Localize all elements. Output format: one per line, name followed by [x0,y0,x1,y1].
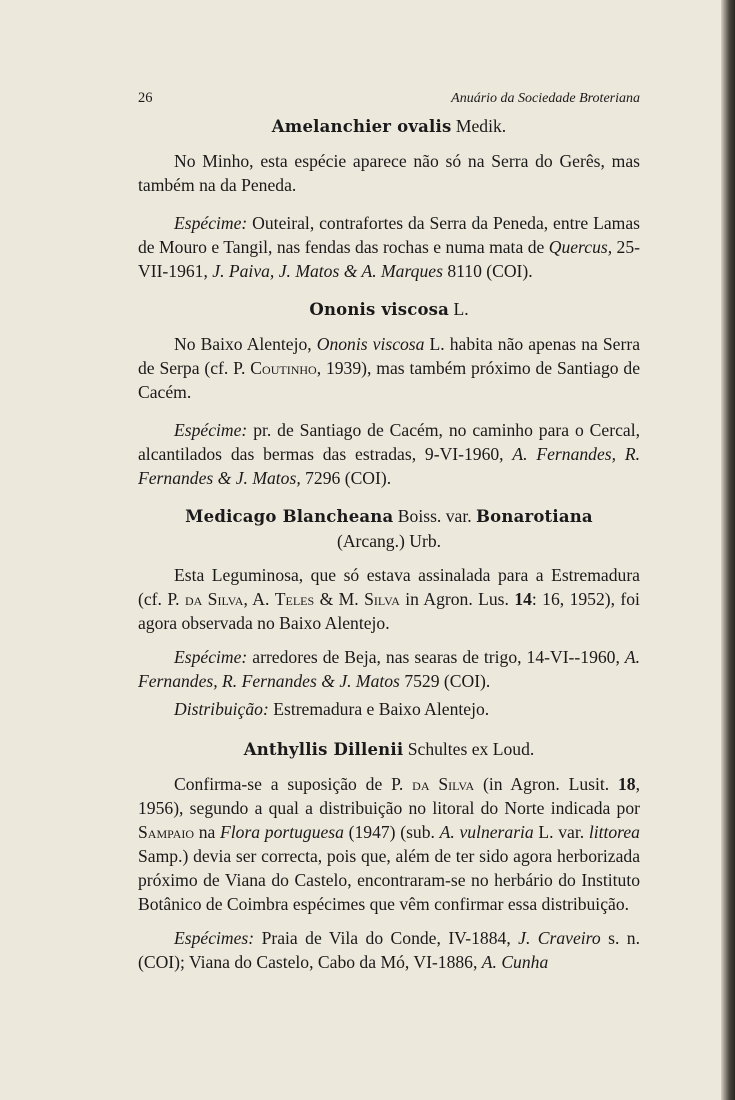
species-author: Medik. [455,116,507,136]
specimen-text: Praia de Vila do Conde, IV-1884, [261,928,511,948]
species-name: Ononis viscosa [309,300,450,319]
variety-author: (Arcang.) Urb. [336,531,442,551]
page-number: 26 [138,90,153,106]
variety-author-line [138,529,640,553]
paragraph-text: : 16, 1952), foi agora observada no Baixo Alentejo. [138,589,640,633]
paragraph-text: , A. [243,589,270,609]
paragraph-text: na [198,822,216,842]
paragraph [138,332,640,404]
distribution-text: Estremadura e Baixo Alentejo. [273,699,490,719]
author-smallcaps: Silva [364,589,400,609]
author-smallcaps: da Silva [184,589,244,609]
specimen-paragraph [138,645,640,693]
running-header [138,86,640,110]
taxon-italic: A. vulneraria [439,822,534,842]
page-content [138,86,640,988]
book-title: Flora portuguesa [220,822,344,842]
paragraph-text: Confirma-se a suposição de P. [174,774,404,794]
species-author: Schultes ex Loud. [407,739,535,759]
species-name: Amelanchier ovalis [271,117,452,136]
specimen-label: Espécimes: [174,928,255,948]
paragraph-text: Samp.) devia ser correcta, pois que, além de ter sido agora herborizada próximo de Viana do Castelo, encontraram-se no herbário do Instituto Botânico de Coimbra espécimes que vêm confirmar essa distribuição. [138,846,640,914]
paragraph-text: L. habita não apenas na Serra de Serpa (cf. P. [138,334,640,378]
species-heading [138,297,640,322]
species-author: L. [453,299,469,319]
collectors: A. Cunha [481,952,549,972]
taxon-italic: Ononis viscosa [316,334,425,354]
collectors: J. Paiva, J. Matos & A. Marques [212,261,443,281]
specimen-label: Espécime: [174,647,248,667]
paragraph-text: (in Agron. Lusit. [482,774,610,794]
paragraph-text: L. var. [538,822,585,842]
species-heading [138,114,640,139]
species-heading [138,737,640,762]
collectors: J. Craveiro [518,928,601,948]
author-smallcaps: Coutinho [250,358,317,378]
volume-number: 14 [514,589,532,609]
specimen-text: s. n. (COI); Viana do Castelo, Cabo da Mó, VI-1886, [138,928,640,972]
specimen-paragraph [138,926,640,974]
paragraph-text: (1947) (sub. [348,822,435,842]
specimen-text: pr. de Santiago de Cacém, no caminho para o Cercal, alcantilados das bermas das estradas, 9-VI-1960, [138,420,640,464]
specimen-label: Espécime: [174,213,248,233]
journal-title: Anuário da Sociedade Broteriana [451,91,640,106]
collectors: A. Fernandes, R. Fernandes & J. Matos, [138,444,640,488]
collectors: A. Fernandes, R. Fernandes & J. Matos [138,647,641,691]
paragraph-text: , 1939), mas também próximo de Santiago de Cacém. [138,358,641,402]
species-heading [138,504,640,529]
paragraph-text: in Agron. Lus. [405,589,509,609]
author-smallcaps: Teles [274,589,315,609]
paragraph-text: , 1956), segundo a qual a distribuição no litoral do Norte indicada por [138,774,640,818]
herbarium-number: 7296 (COI). [305,468,392,488]
specimen-label: Espécime: [174,420,248,440]
volume-number: 18 [618,774,636,794]
species-name: Anthyllis Dillenii [243,740,404,759]
species-name: Medicago Blancheana [185,507,394,526]
paragraph [138,149,640,197]
distribution-label: Distribuição: [174,699,269,719]
species-author: Boiss. var. [397,506,472,526]
paragraph [138,772,640,916]
distribution-paragraph [138,697,640,721]
author-smallcaps: Sampaio [138,822,195,842]
variety-name: Bonarotiana [476,507,593,526]
author-smallcaps: da Silva [412,774,475,794]
herbarium-number: 8110 (COI). [447,261,533,281]
book-spine-edge [721,0,735,1100]
paragraph-text: No Baixo Alentejo, [174,334,312,354]
specimen-text: arredores de Beja, nas searas de trigo, 14-VI--1960, [252,647,620,667]
taxon-italic: littorea [588,822,640,842]
specimen-paragraph [138,418,640,490]
paragraph-text: No Minho, esta espécie aparece não só na Serra do Gerês, mas também na da Peneda. [138,151,640,195]
paragraph-text: & M. [319,589,359,609]
paragraph-text: Esta Leguminosa, que só estava assinalada para a Estremadura (cf. P. [138,565,640,609]
specimen-date: 25-VII-1961, [138,237,640,281]
herbarium-number: 7529 (COI). [404,671,491,691]
taxon-italic: Quercus, [548,237,613,257]
specimen-text: Outeiral, contrafortes da Serra da Peneda, entre Lamas de Mouro e Tangil, nas fendas das rochas e numa mata de [138,213,640,257]
specimen-paragraph [138,211,640,283]
paragraph [138,563,640,635]
